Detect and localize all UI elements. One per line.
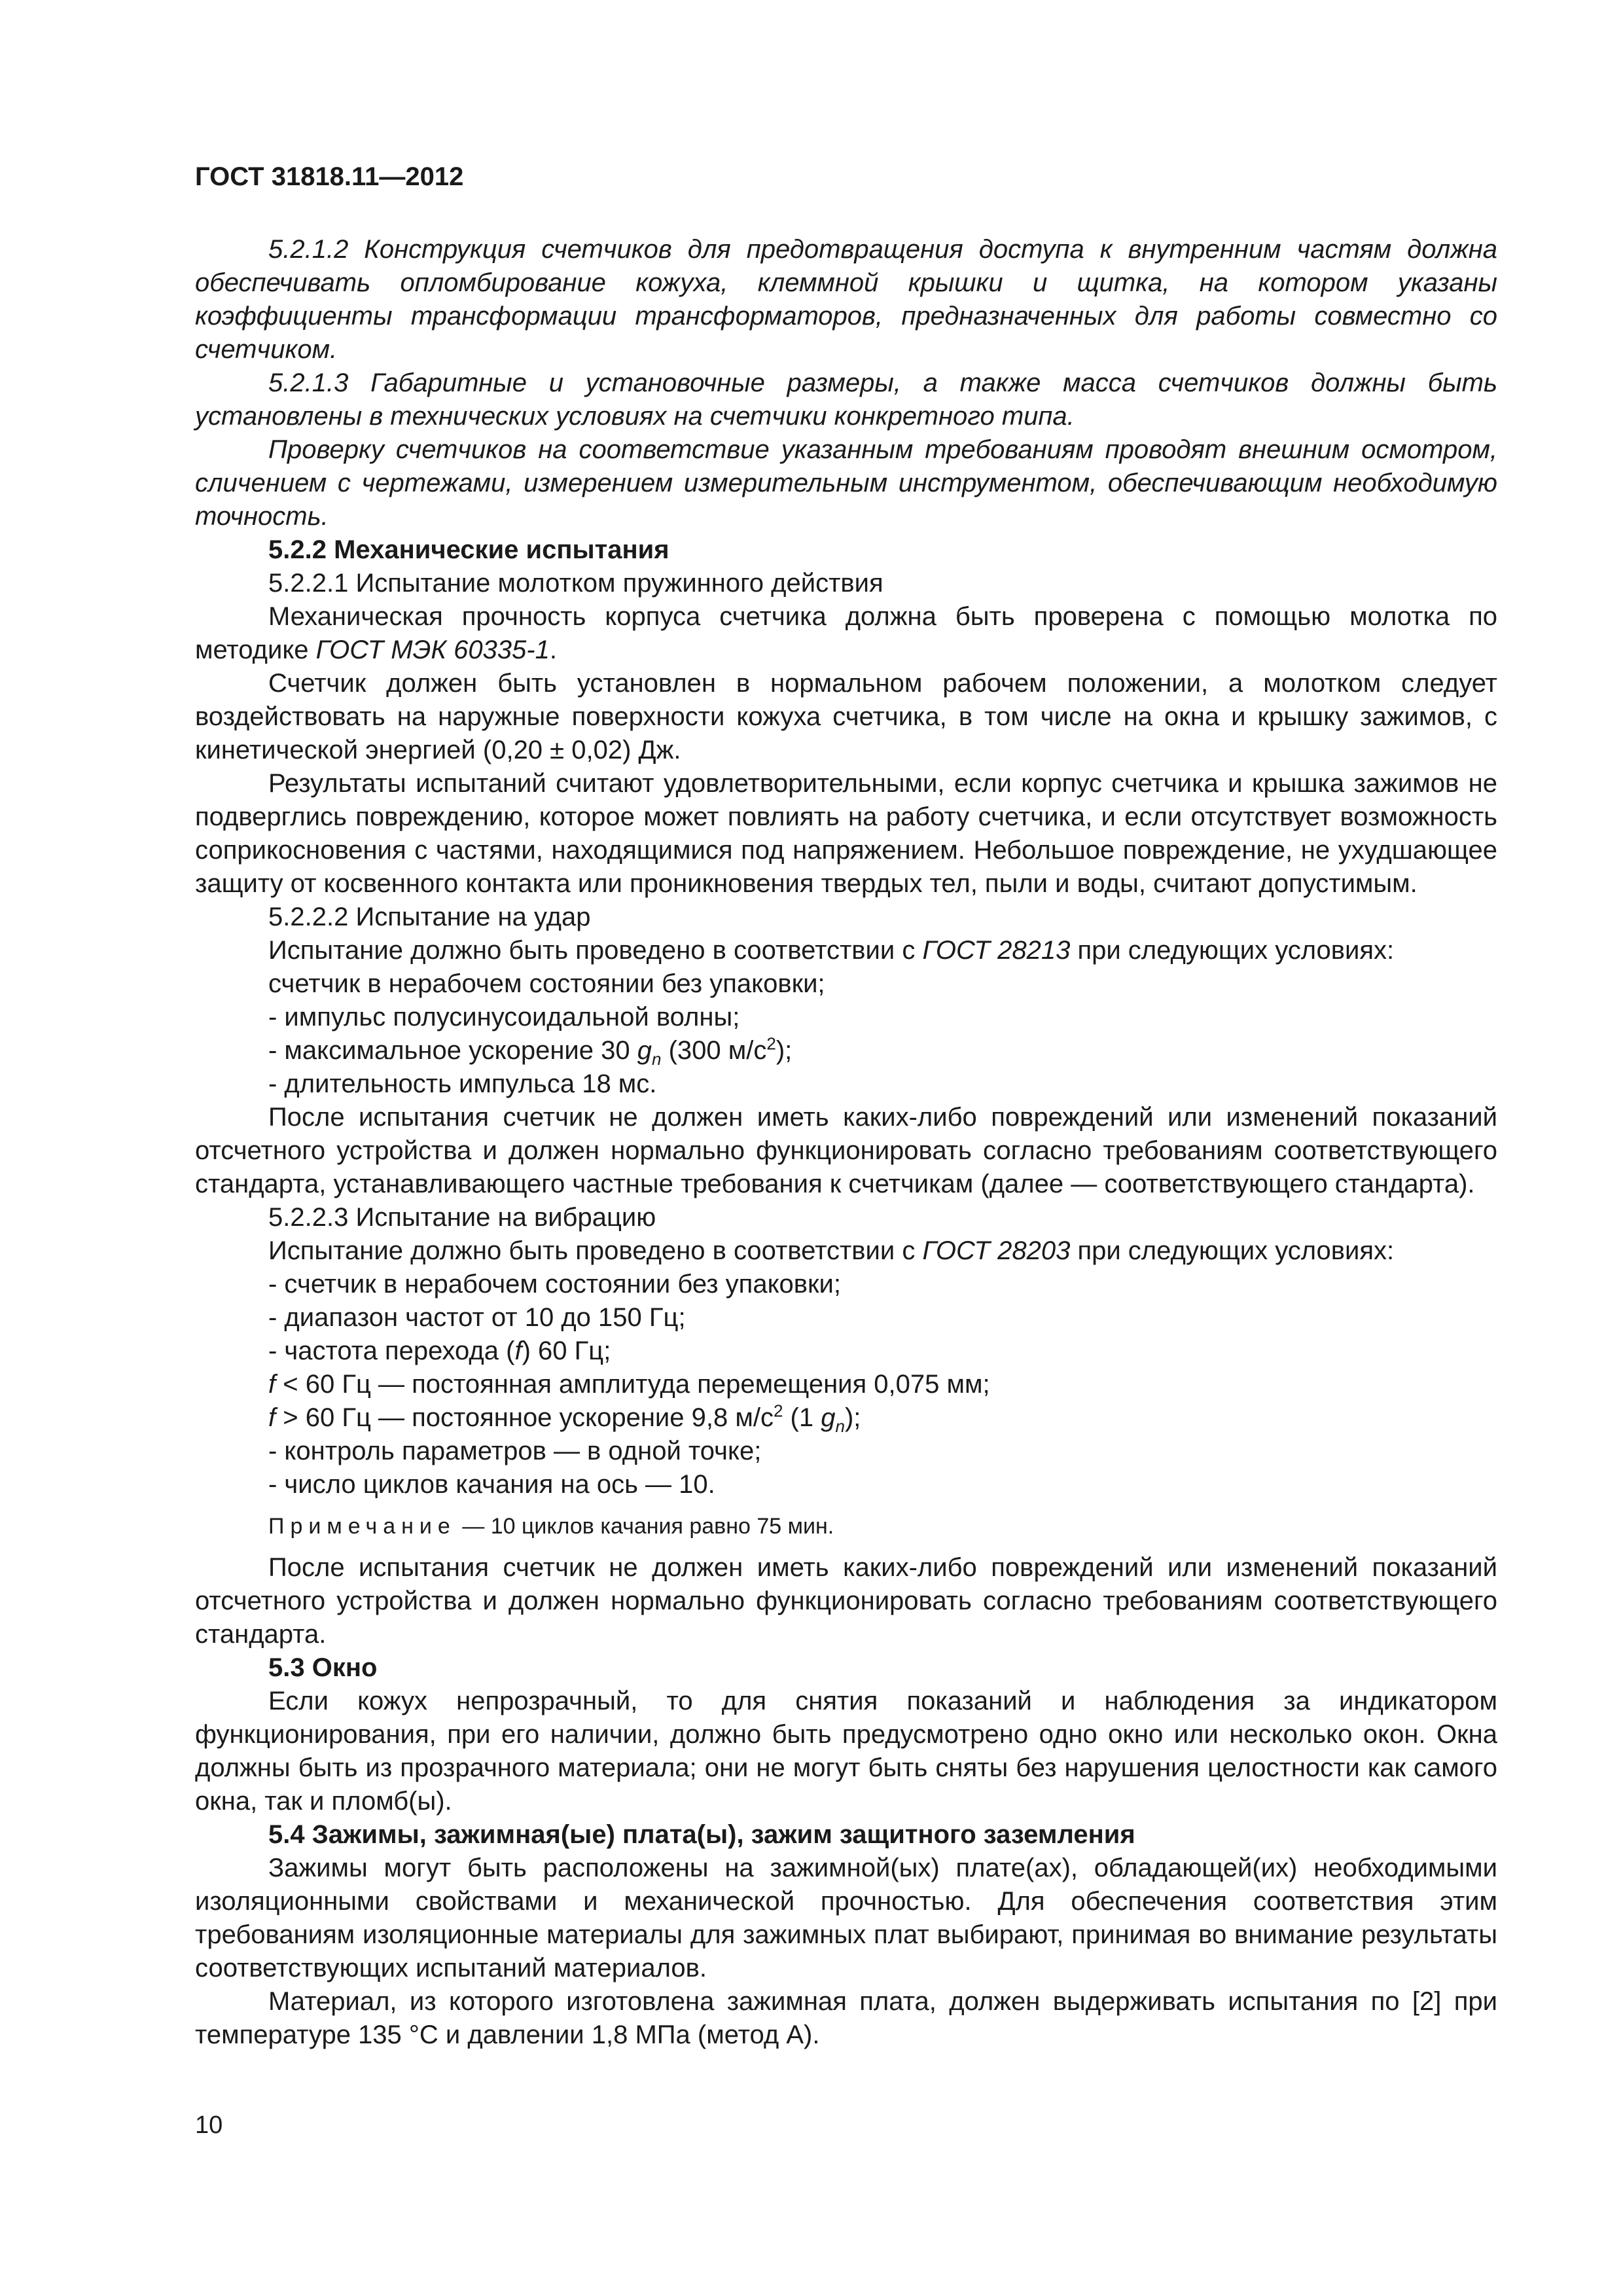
text-run: < 60 Гц — постоянная амплитуда перемещения 0,075 мм; xyxy=(276,1370,990,1399)
paragraph-5-2-1-3: 5.2.1.3 Габаритные и установочные размеры, а также масса счетчиков должны быть установлены в технических условиях на счетчики конкретного типа. xyxy=(195,368,1497,431)
paragraph-impact-test xyxy=(195,934,1497,967)
text-run: Испытание должно быть проведено в соответствии с xyxy=(268,1236,923,1265)
list-item xyxy=(195,1034,1497,1067)
list-item: - счетчик в нерабочем состоянии без упаковки; xyxy=(268,1270,841,1299)
paragraph-after-impact: После испытания счетчик не должен иметь каких-либо повреждений или изменений показаний отсчетного устройства и должен нормально функционировать согласно требованиям соответствующего стандарта, устанавливающего частные требования к счетчикам (далее — соответствующего стандарта). xyxy=(195,1103,1497,1198)
text-run: ); xyxy=(844,1403,861,1432)
subsection-heading-5-2-2-3: 5.2.2.3 Испытание на вибрацию xyxy=(268,1203,656,1232)
paragraph-installation: Счетчик должен быть установлен в нормальном рабочем положении, а молотком следует воздействовать на наружные поверхности кожуха счетчика, в том числе на окна и крышку зажимов, с кинетической энергией (0,20 ± 0,02) Дж. xyxy=(195,669,1497,764)
paragraph-verification: Проверку счетчиков на соответствие указанным требованиям проводят внешним осмотром, сличением с чертежами, измерением измерительным инструментом, обеспечивающим необходимую точность. xyxy=(195,435,1497,531)
paragraph-window: Если кожух непрозрачный, то для снятия показаний и наблюдения за индикатором функционирования, при его наличии, должно быть предусмотрено одно окно или несколько окон. Окна должны быть из прозрачного материала; они не могут быть сняты без нарушения целостности как самого окна, так и пломб(ы). xyxy=(195,1687,1497,1816)
subscript-n: n xyxy=(835,1416,845,1436)
subscript-n: n xyxy=(651,1049,662,1069)
section-heading-5-2-2: 5.2.2 Механические испытания xyxy=(268,535,669,564)
list-item xyxy=(195,1368,1497,1401)
paragraph-vibration-test xyxy=(195,1234,1497,1268)
standard-reference: ГОСТ 28203 xyxy=(922,1236,1071,1265)
list-item: - импульс полусинусоидальной волны; xyxy=(268,1003,740,1031)
paragraph-material: Материал, из которого изготовлена зажимная плата, должен выдерживать испытания по [2] при температуре 135 °С и давлении 1,8 МПа (метод А). xyxy=(195,1987,1497,2049)
note xyxy=(195,1511,1497,1542)
paragraph-results: Результаты испытаний считают удовлетворительными, если корпус счетчика и крышка зажимов не подверглись повреждению, которое может повлиять на работу счетчика, и если отсутствует возможность соприкосновения с частями, находящимися под напряжением. Небольшое повреждение, не ухудшающее защиту от косвенного контакта или проникновения твердых тел, пыли и воды, считают допустимым. xyxy=(195,769,1497,898)
note-text: — 10 циклов качания равно 75 мин. xyxy=(455,1514,834,1539)
text-run: - максимальное ускорение 30 xyxy=(268,1036,637,1065)
list-item xyxy=(195,1401,1497,1435)
text-run: при следующих условиях: xyxy=(1070,936,1395,965)
text-run: (1 xyxy=(783,1403,821,1432)
text-run: (300 м/с xyxy=(661,1036,767,1065)
standard-reference: ГОСТ 28213 xyxy=(922,936,1071,965)
text-run: . xyxy=(549,636,557,664)
subsection-heading-5-2-2-2: 5.2.2.2 Испытание на удар xyxy=(268,903,591,931)
symbol-g: g xyxy=(637,1036,652,1065)
document-header: ГОСТ 31818.11—2012 xyxy=(195,162,464,191)
superscript: 2 xyxy=(766,1033,776,1054)
superscript: 2 xyxy=(773,1401,783,1421)
text-run: ) 60 Гц; xyxy=(522,1336,611,1365)
note-label: Примечание xyxy=(268,1514,456,1539)
section-heading-5-4: 5.4 Зажимы, зажимная(ые) плата(ы), зажим защитного заземления xyxy=(268,1820,1135,1849)
section-heading-5-3: 5.3 Окно xyxy=(268,1653,378,1682)
list-item: счетчик в нерабочем состоянии без упаковки; xyxy=(268,969,825,998)
page-number: 10 xyxy=(195,2111,223,2139)
standard-reference: ГОСТ МЭК 60335-1 xyxy=(315,636,550,664)
list-item: - диапазон частот от 10 до 150 Гц; xyxy=(268,1303,686,1332)
subsection-heading-5-2-2-1: 5.2.2.1 Испытание молотком пружинного действия xyxy=(268,569,883,598)
text-run: - частота перехода ( xyxy=(268,1336,515,1365)
symbol-g: g xyxy=(821,1403,836,1432)
paragraph-terminals: Зажимы могут быть расположены на зажимной(ых) плате(ах), обладающей(их) необходимыми изоляционными свойствами и механической прочностью. Для обеспечения соответствия этим требованиям изоляционные материалы для зажимных плат выбирают, принимая во внимание результаты соответствующих испытаний материалов. xyxy=(195,1854,1497,1982)
symbol-f: f xyxy=(268,1370,276,1399)
symbol-f: f xyxy=(514,1336,522,1365)
text-run: Механическая прочность корпуса счетчика должна быть проверена с помощью молотка по методике xyxy=(195,602,1497,664)
text-run: при следующих условиях: xyxy=(1070,1236,1395,1265)
document-body xyxy=(195,233,1497,2052)
text-run: ); xyxy=(776,1036,793,1065)
paragraph-mechanical-strength xyxy=(195,600,1497,667)
list-item: - длительность импульса 18 мс. xyxy=(268,1069,657,1098)
list-item: - число циклов качания на ось — 10. xyxy=(268,1470,715,1499)
paragraph-after-vibration: После испытания счетчик не должен иметь каких-либо повреждений или изменений показаний отсчетного устройства и должен нормально функционировать согласно требованиям соответствующего стандарта. xyxy=(195,1553,1497,1649)
list-item: - контроль параметров — в одной точке; xyxy=(268,1437,762,1465)
text-run: Испытание должно быть проведено в соответствии с xyxy=(268,936,923,965)
text-run: > 60 Гц — постоянное ускорение 9,8 м/с xyxy=(276,1403,774,1432)
list-item xyxy=(195,1335,1497,1368)
paragraph-5-2-1-2: 5.2.1.2 Конструкция счетчиков для предотвращения доступа к внутренним частям должна обеспечивать опломбирование кожуха, клеммной крышки и щитка, на котором указаны коэффициенты трансформации трансформаторов, предназначенных для работы совместно со счетчиком. xyxy=(195,235,1497,364)
symbol-f: f xyxy=(268,1403,276,1432)
